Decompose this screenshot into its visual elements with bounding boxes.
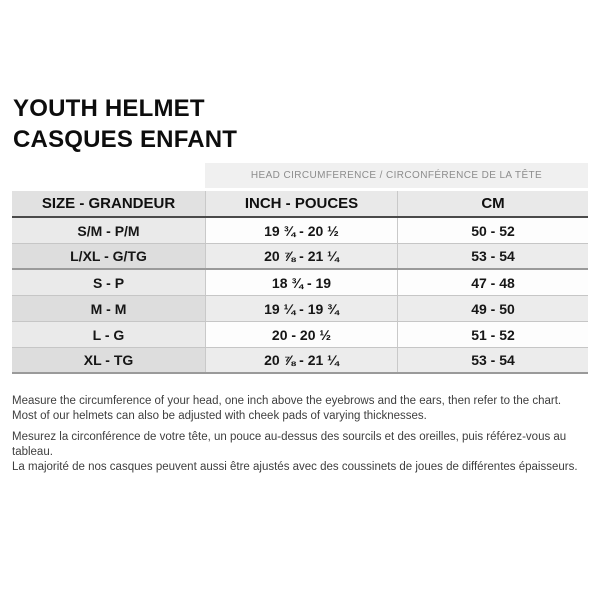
table-row-lxl xyxy=(12,244,588,270)
inch-cell: 18 ¾ - 19 xyxy=(205,270,397,295)
cm-cell: 50 - 52 xyxy=(397,218,588,243)
head-circumference-band-row xyxy=(12,163,588,188)
inch-cell: 19 ¾ - 20 ½ xyxy=(205,218,397,243)
note-french-line2: La majorité de nos casques peuvent aussi être ajustés avec des coussinets de joues de différentes épaisseurs. xyxy=(12,461,578,473)
page-title xyxy=(13,93,237,155)
cm-cell: 47 - 48 xyxy=(397,270,588,295)
cm-cell: 51 - 52 xyxy=(397,322,588,347)
note-french xyxy=(12,430,588,475)
table-row-xl xyxy=(12,348,588,374)
band-spacer xyxy=(12,163,205,188)
note-english xyxy=(12,394,588,424)
size-cell: L - G xyxy=(12,322,205,347)
size-cell: XL - TG xyxy=(12,348,205,372)
inch-cell: 20 ⅞ - 21 ¼ xyxy=(205,244,397,268)
head-circumference-header: HEAD CIRCUMFERENCE / CIRCONFÉRENCE DE LA TÊTE xyxy=(205,163,588,188)
size-chart-table xyxy=(12,163,588,374)
cm-cell: 53 - 54 xyxy=(397,244,588,268)
column-header-inch: INCH - POUCES xyxy=(205,191,397,216)
size-cell: S/M - P/M xyxy=(12,218,205,243)
column-header-cm: CM xyxy=(397,191,588,216)
note-english-line2: Most of our helmets can also be adjusted with cheek pads of varying thicknesses. xyxy=(12,410,427,422)
table-row-s xyxy=(12,270,588,296)
note-english-line1: Measure the circumference of your head, one inch above the eyebrows and the ears, then refer to the chart. xyxy=(12,395,562,407)
page-title-en: YOUTH HELMET xyxy=(13,95,205,122)
column-header-size: SIZE - GRANDEUR xyxy=(12,191,205,216)
page-title-fr: CASQUES ENFANT xyxy=(13,126,238,153)
size-cell: L/XL - G/TG xyxy=(12,244,205,268)
size-cell: M - M xyxy=(12,296,205,321)
cm-cell: 53 - 54 xyxy=(397,348,588,372)
table-header-row xyxy=(12,191,588,218)
inch-cell: 20 ⅞ - 21 ¼ xyxy=(205,348,397,372)
size-cell: S - P xyxy=(12,270,205,295)
inch-cell: 19 ¼ - 19 ¾ xyxy=(205,296,397,321)
note-french-line1: Mesurez la circonférence de votre tête, un pouce au-dessus des sourcils et des oreilles, puis référez-vous au tableau. xyxy=(12,431,567,458)
measurement-notes xyxy=(12,394,588,475)
table-row-m xyxy=(12,296,588,322)
cm-cell: 49 - 50 xyxy=(397,296,588,321)
table-row-sm xyxy=(12,218,588,244)
table-row-l xyxy=(12,322,588,348)
inch-cell: 20 - 20 ½ xyxy=(205,322,397,347)
